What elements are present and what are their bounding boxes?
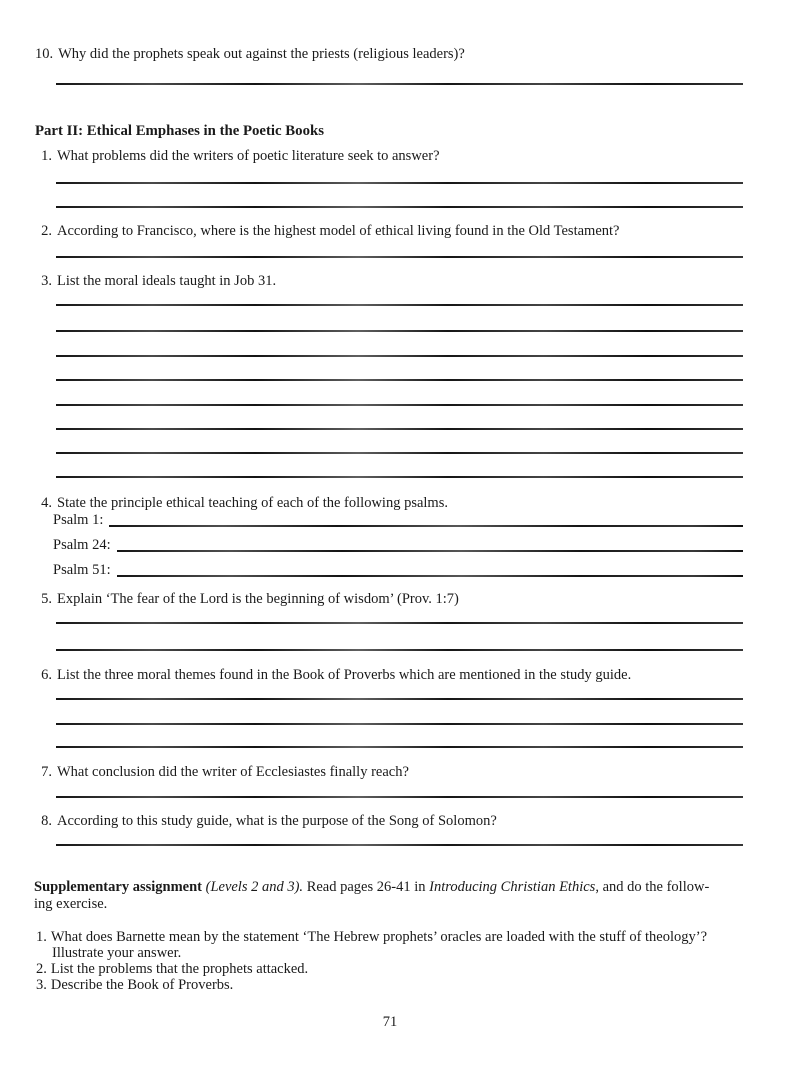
field-label: Psalm 1: <box>53 512 104 528</box>
supplementary-item-2 <box>36 961 769 977</box>
question-text: What problems did the writers of poetic literature seek to answer? <box>57 148 440 164</box>
question-text: Why did the prophets speak out against the priests (religious leaders)? <box>58 46 465 62</box>
question-text: According to Francisco, where is the highest model of ethical living found in the Old Testament? <box>57 223 620 239</box>
answer-line <box>109 525 743 527</box>
question-text: What conclusion did the writer of Ecclesiastes finally reach? <box>57 764 409 780</box>
answer-line <box>56 723 743 725</box>
supplementary-heading <box>34 879 759 912</box>
question-text: List the three moral themes found in the Book of Proverbs which are mentioned in the study guide. <box>57 667 632 683</box>
part2-heading: Part II: Ethical Emphases in the Poetic Books <box>35 123 324 139</box>
supplementary-item-3 <box>36 977 769 993</box>
question-5 <box>35 590 749 608</box>
answer-line <box>56 182 743 184</box>
book-title: Introducing Christian Ethics <box>429 879 596 895</box>
item-text: What does Barnette mean by the statement ‘The Hebrew prophets’ oracles are loaded with the stuff of theology’? <box>50 929 708 945</box>
question-3 <box>35 272 749 290</box>
answer-line <box>56 304 743 306</box>
question-text: Explain ‘The fear of the Lord is the beginning of wisdom’ (Prov. 1:7) <box>57 591 459 607</box>
answer-line <box>56 746 743 748</box>
instruction-text: Read pages 26-41 in <box>306 879 426 895</box>
item-text: Describe the Book of Proverbs. <box>50 977 234 993</box>
field-label: Psalm 51: <box>53 562 111 578</box>
question-number: 3. <box>41 273 52 289</box>
question-number: 8. <box>41 813 52 829</box>
question-1 <box>35 147 749 165</box>
psalm-51-field <box>53 561 743 579</box>
item-number: 1. <box>36 929 47 945</box>
supplementary-list <box>36 929 769 993</box>
question-number: 5. <box>41 591 52 607</box>
question-6 <box>35 666 749 684</box>
answer-line <box>56 428 743 430</box>
instruction-text: , and do the follow- <box>595 879 710 895</box>
answer-line <box>56 622 743 624</box>
question-2 <box>35 222 749 240</box>
question-text: According to this study guide, what is the purpose of the Song of Solomon? <box>57 813 497 829</box>
psalm-24-field <box>53 536 743 554</box>
question-number: 1. <box>41 148 52 164</box>
question-4 <box>35 494 749 512</box>
field-label: Psalm 24: <box>53 537 111 553</box>
answer-line <box>56 404 743 406</box>
question-number: 6. <box>41 667 52 683</box>
answer-line <box>56 355 743 357</box>
level-note: (Levels 2 and 3). <box>205 879 304 895</box>
question-8 <box>35 812 749 830</box>
item-text-continued: Illustrate your answer. <box>52 945 182 961</box>
supplementary-item-1 <box>36 929 769 961</box>
question-number: 7. <box>41 764 52 780</box>
answer-line <box>56 698 743 700</box>
question-number: 2. <box>41 223 52 239</box>
answer-line <box>56 649 743 651</box>
instruction-text: ing exercise. <box>34 895 108 912</box>
question-number: 4. <box>41 495 52 511</box>
item-number: 2. <box>36 961 47 977</box>
supplementary-title: Supplementary assignment <box>34 879 202 895</box>
answer-line <box>56 206 743 208</box>
answer-line <box>56 476 743 478</box>
question-text: State the principle ethical teaching of each of the following psalms. <box>57 495 448 511</box>
question-number: 10. <box>35 46 54 62</box>
answer-line <box>56 256 743 258</box>
answer-line <box>56 844 743 846</box>
item-number: 3. <box>36 977 47 993</box>
question-text: List the moral ideals taught in Job 31. <box>57 273 277 289</box>
answer-line <box>56 83 743 85</box>
page-number: 71 <box>382 1014 398 1030</box>
answer-line <box>56 379 743 381</box>
item-text: List the problems that the prophets attacked. <box>50 961 309 977</box>
answer-line <box>56 330 743 332</box>
psalm-1-field <box>53 511 743 529</box>
question-7 <box>35 763 749 781</box>
answer-line <box>117 575 743 577</box>
answer-line <box>117 550 743 552</box>
answer-line <box>56 796 743 798</box>
answer-line <box>56 452 743 454</box>
question-10 <box>35 45 749 63</box>
supplementary-heading-line1 <box>34 879 709 895</box>
